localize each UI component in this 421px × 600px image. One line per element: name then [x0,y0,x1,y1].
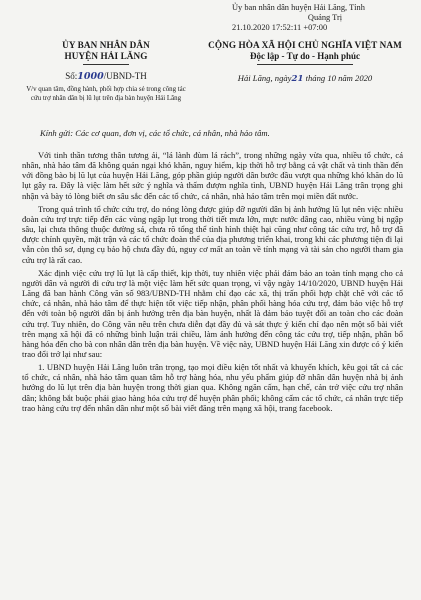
signature-province: Quảng Trị [307,13,343,22]
date-suffix: tháng 10 năm 2020 [305,73,373,83]
document-number [22,71,190,82]
body-paragraph-4: 1. UBND huyện Hải Lăng luôn trân trọng, tạo mọi điều kiện tốt nhất và khuyến khích, kêu gọi tất cả các tổ chức, cá nhân, nhà hảo tâm quan tâm hỗ trợ hàng hóa, nhu yếu phẩm giúp đỡ nhân dân huyện nhà bị ảnh hưởng do lũ lụt trên địa bàn huyện trong thời gian qua. Không ngăn cấm, hạn chế, cản trở việc cứu trợ nhân dân; không bắt buộc phải giao hàng hóa cứu trợ để huyện phân phối; không cấm các tổ chức, cá nhân trực tiếp trao hàng cứu trợ đến nhân dân như một số bài viết đăng trên mạng xã hội, trang facebook. [22,362,403,413]
document-number-prefix: Số: [65,71,78,81]
signature-timestamp: 21.10.2020 17:52:11 +07:00 [232,23,328,32]
body-paragraph-1: Với tinh thần tương thân tương ái, “lá lành đùm lá rách”, trong những ngày vừa qua, nhiều tổ chức, cá nhân, nhà hảo tâm đã không quản ngại khó khăn, nguy hiểm, kịp thời hỗ trợ bằng cả vật chất và tinh thần đến với đồng bào bị lũ lụt của huyện Hải Lăng, góp phần giúp người dân bước đầu vượt qua những khó khăn do lũ lụt gây ra. Đây là việc làm hết sức ý nghĩa và thấm đượm nghĩa tình, UBND huyện Hải Lăng trân trọng ghi nhận và bày tỏ lòng biết ơn sâu sắc đến các tổ chức, cá nhân, nhà hảo tâm trên mọi miền đất nước. [22,150,403,201]
recipient-line: Kính gửi: Các cơ quan, đơn vị, các tổ chức, cá nhân, nhà hảo tâm. [40,128,270,138]
agency-name-line2: HUYỆN HẢI LĂNG [64,51,148,61]
date-prefix: Hải Lăng, ngày [237,73,292,83]
body-paragraph-2: Trong quá trình tổ chức cứu trợ, do nóng lòng được giúp đỡ người dân bị ảnh hưởng lũ lụt nên việc nhiều đoàn cứu trợ trực tiếp đến các vùng ngập lụt trong thời tiết mưa lớn, mực nước dâng cao, nhiều vùng bị ngập sâu, lại chưa thông thuộc đường sá, chưa rõ tổng thể tình hình thiệt hại cũng như công tác cứu trợ, hỗ trợ đã được chính quyền, mặt trận và các tổ chức đoàn thể của địa phương triển khai, trong khi các phương tiện đi lại vẫn còn thô sơ, dụng cụ bảo hộ chưa đầy đủ, nguy cơ mất an toàn về tính mạng và tài sản cho người tham gia cứu trợ là rất cao. [22,203,403,265]
document-body [22,150,403,416]
document-number-handwritten: 1000 [77,71,104,82]
place-and-date [196,73,414,84]
national-motto: Độc lập - Tự do - Hạnh phúc [249,51,360,61]
signature-signer: Ủy ban nhân dân huyện Hải Lăng, Tỉnh [232,3,365,12]
agency-underline [83,64,129,65]
document-subject: V/v quan tâm, đồng hành, phối hợp chia sẻ trong công tác cứu trợ nhân dân bị lũ lụt trên địa bàn huyện Hải Lăng [26,86,186,102]
agency-name-line1: ỦY BAN NHÂN DÂN [62,40,150,50]
issuing-agency-block [22,40,190,103]
body-paragraph-3: Xác định việc cứu trợ lũ lụt là cấp thiết, kịp thời, tuy nhiên việc phải đảm bảo an toàn tính mạng cho cả người dân và người đi cứu trợ là một việc làm hết sức quan trọng, vì vậy ngày 14/10/2020, UBND huyện Hải Lăng đã ban hành Công văn số 983/UBND-TH nhằm chỉ đạo các xã, thị trấn phối hợp chặt chẽ với các tổ chức, cá nhân, nhà hảo tâm để thực hiện tốt việc tiếp nhận, phân phối hàng hóa cứu trợ, đảm bảo việc hỗ trợ đến với toàn bộ người dân bị ảnh hưởng trên địa bàn huyện, nhất là đảm bảo tuyệt đối an toàn cho các đoàn cứu trợ. Tuy nhiên, do Công văn nêu trên chưa diễn đạt đầy đủ và sát thực ý kiến chỉ đạo nên một số bài viết trên mạng xã hội đã có những bình luận trái chiều, làm ảnh hưởng đến công tác cứu trợ, tiếp nhận, phân bổ hàng hóa đến cho bà con nhân dân trên địa bàn huyện. Về việc này, UBND huyện Hải Lăng xin được có ý kiến trao đổi trở lại như sau: [22,267,403,359]
national-title: CỘNG HÒA XÃ HỘI CHỦ NGHĨA VIỆT NAM [208,40,402,50]
document-number-suffix: /UBND-TH [103,71,147,81]
motto-underline [257,64,353,65]
date-day-handwritten: 21 [291,74,304,84]
national-header-block [196,40,414,84]
digital-signature-stamp [232,3,418,33]
